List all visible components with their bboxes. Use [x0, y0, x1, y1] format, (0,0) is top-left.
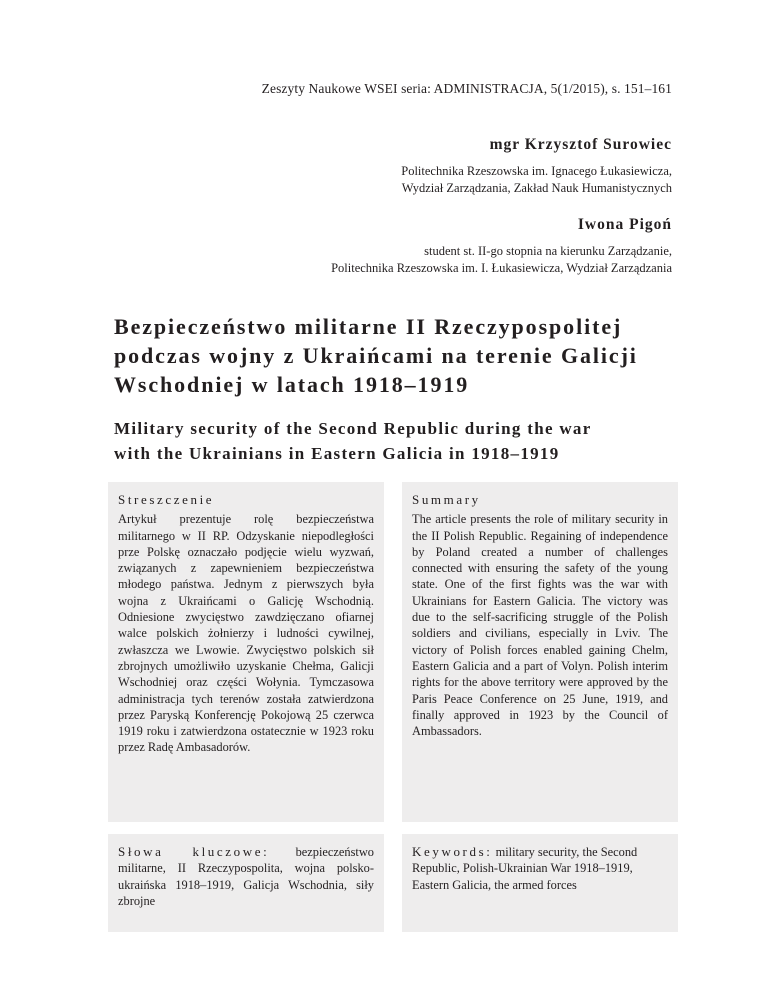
title-line: Wschodniej w latach 1918–1919	[114, 372, 470, 397]
title-line: Bezpieczeństwo militarne II Rzeczypospolitej	[114, 314, 623, 339]
title-line: with the Ukrainians in Eastern Galicia in 1918–1919	[114, 444, 560, 463]
title-polish	[114, 312, 674, 399]
abstract-heading: Streszczenie	[118, 492, 215, 507]
title-line: Military security of the Second Republic during the war	[114, 419, 592, 438]
affiliation-line: Wydział Zarządzania, Zakład Nauk Humanistycznych	[401, 181, 672, 195]
affiliation-line: Politechnika Rzeszowska im. Ignacego Łukasiewicza,	[401, 164, 672, 178]
keywords-text: military security, the Second Republic, Polish-Ukrainian War 1918–1919, Eastern Galicia, the armed forces	[412, 845, 638, 892]
abstract-english-box	[402, 482, 678, 822]
keywords-polish-box	[108, 834, 384, 932]
author-name-1: mgr Krzysztof Surowiec	[489, 136, 672, 153]
keywords-label: Keywords:	[412, 844, 493, 859]
keywords-label: Słowa kluczowe:	[118, 844, 270, 859]
keywords-paragraph	[118, 844, 374, 909]
affiliation-line: Politechnika Rzeszowska im. I. Łukasiewicza, Wydział Zarządzania	[331, 261, 672, 275]
affiliation-line: student st. II-go stopnia na kierunku Zarządzanie,	[424, 244, 672, 258]
title-line: podczas wojny z Ukraińcami na terenie Galicji	[114, 343, 638, 368]
author-affiliation-2	[331, 243, 672, 277]
journal-citation: Zeszyty Naukowe WSEI seria: ADMINISTRACJA, 5(1/2015), s. 151–161	[261, 81, 672, 96]
abstract-polish-box	[108, 482, 384, 822]
author-name-2: Iwona Pigoń	[577, 216, 672, 233]
title-english	[114, 416, 674, 466]
abstract-text: Artykuł prezentuje rolę bezpieczeństwa militarnego w II RP. Odzyskanie niepodległości prze Polskę oznaczało podjęcie wielu wyzwań, związanych z zapewnieniem bezpieczeństwa młodego państwa. Jednym z pierwszych była wojna z Ukraińcami o Galicję Wschodnią. Odniesione zwycięstwo zawdzięczano ofiarnej walce polskich żołnierzy i ludności cywilnej, zwłaszcza we Lwowie. Zwycięstwo polskich sił zbrojnych umożliwiło uzyskanie Chełma, Galicji Wschodniej oraz części Wołynia. Tymczasowa administracja tych terenów została zatwierdzona przez Paryską Konferencję Pokojową 25 czerwca 1919 roku i zatwierdzona ostatecznie w 1923 roku przez Radę Ambasadorów.	[118, 512, 374, 755]
keywords-paragraph	[412, 844, 668, 893]
abstract-heading: Summary	[412, 492, 481, 507]
keywords-text: bezpieczeństwo militarne, II Rzeczypospolita, wojna polsko-ukraińska 1918–1919, Galicja Wschodnia, siły zbrojne	[118, 845, 374, 908]
keywords-english-box	[402, 834, 678, 932]
abstract-text: The article presents the role of military security in the II Polish Republic. Regaining of independence by Poland created a number of challenges connected with ensuring the safety of the young state. One of the first fights was the war with Ukrainians for Eastern Galicia. The victory was due to the self-sacrificing struggle of the Polish soldiers and civilians, especially in Lviv. The victory of Polish forces enabled gaining Chelm, Eastern Galicia and a part of Volyn. Polish interim rights for the above territory were approved by the Paris Peace Conference on 25 June, 1919, and finally approved in 1923 by the Council of Ambassadors.	[412, 512, 668, 739]
author-affiliation-1	[401, 163, 672, 197]
